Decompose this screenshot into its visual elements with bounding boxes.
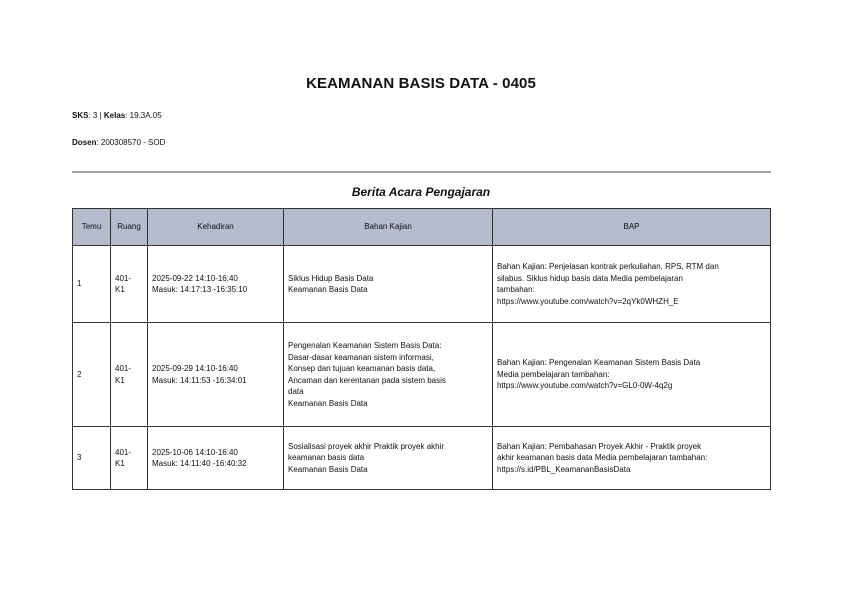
ruang-line: K1 <box>115 459 125 468</box>
document-title: KEAMANAN BASIS DATA - 0405 <box>306 75 536 92</box>
bahan-line: Konsep dan tujuan keamanan basis data, <box>288 364 436 373</box>
ruang-line: 401- <box>115 273 132 283</box>
cell-bap <box>493 427 771 490</box>
table-header-row <box>73 209 771 246</box>
bap-link[interactable]: https://www.youtube.com/watch?v=GL0-0W-4q2g <box>497 381 673 391</box>
kehadiran-line: Masuk: 14:17:13 -16:35:10 <box>152 285 248 294</box>
cell-temu: 1 <box>73 246 111 323</box>
kehadiran-line: 2025-09-22 14:10-16:40 <box>152 273 238 283</box>
kehadiran-line: 2025-10-06 14:10-16:40 <box>152 447 238 457</box>
bahan-line: Pengenalan Keamanan Sistem Basis Data: <box>288 341 442 350</box>
cell-ruang <box>111 323 148 427</box>
dosen-value: : 200308570 - SOD <box>96 138 166 147</box>
bap-table <box>72 208 771 490</box>
divider <box>72 171 771 173</box>
kehadiran-line: Masuk: 14:11:40 -16:40:32 <box>152 459 247 468</box>
header-bap: BAP <box>493 209 771 246</box>
kehadiran-line: Masuk: 14:11:53 -16:34:01 <box>152 375 247 385</box>
bap-link[interactable]: https://s.id/PBL_KeamananBasisData <box>497 464 631 474</box>
cell-kehadiran <box>148 323 284 427</box>
ruang-line: K1 <box>115 285 125 294</box>
bap-line: Bahan Kajian: Pembahasan Proyek Akhir - Praktik proyek <box>497 441 702 451</box>
bap-line: Bahan Kajian: Penjelasan kontrak perkuliahan, RPS, RTM dan <box>497 262 719 271</box>
cell-ruang <box>111 427 148 490</box>
table-row <box>73 246 771 323</box>
ruang-line: K1 <box>115 375 125 385</box>
bahan-line: Keamanan Basis Data <box>288 285 368 294</box>
table-row <box>73 323 771 427</box>
kehadiran-line: 2025-09-29 14:10-16:40 <box>152 364 238 373</box>
bahan-line: Ancaman dan kerentanan pada sistem basis <box>288 375 446 385</box>
cell-kehadiran <box>148 246 284 323</box>
dosen-line <box>72 138 165 147</box>
dosen-label: Dosen <box>72 138 97 147</box>
bap-line: Media pembelajaran tambahan: <box>497 369 610 379</box>
bap-line: tambahan: <box>497 285 535 294</box>
cell-bahan-kajian <box>284 323 493 427</box>
bap-line: silabus. Siklus hidup basis data Media pembelajaran <box>497 273 683 283</box>
bap-line: akhir keamanan basis data Media pembelajaran tambahan: <box>497 453 708 463</box>
cell-ruang <box>111 246 148 323</box>
sks-label: SKS <box>72 111 89 120</box>
bap-link[interactable]: https://www.youtube.com/watch?v=2qYk0WHZH_E <box>497 296 679 306</box>
kelas-value: : 19.3A.05 <box>125 111 162 120</box>
table-row <box>73 427 771 490</box>
cell-bahan-kajian <box>284 246 493 323</box>
ruang-line: 401- <box>115 447 132 457</box>
kelas-label: Kelas <box>103 111 126 120</box>
bahan-line: Dasar-dasar keamanan sistem informasi, <box>288 352 434 362</box>
header-temu: Temu <box>73 209 111 246</box>
cell-kehadiran <box>148 427 284 490</box>
cell-bap <box>493 246 771 323</box>
bahan-line: keamanan basis data <box>288 453 365 463</box>
header-ruang: Ruang <box>111 209 148 246</box>
header-kehadiran: Kehadiran <box>148 209 284 246</box>
cell-temu: 2 <box>73 323 111 427</box>
bahan-line: Keamanan Basis Data <box>288 464 368 474</box>
bahan-line: Keamanan Basis Data <box>288 398 368 408</box>
cell-temu: 3 <box>73 427 111 490</box>
bahan-line: Sosialisasi proyek akhir Praktik proyek akhir <box>288 441 445 451</box>
ruang-line: 401- <box>115 364 132 373</box>
bap-line: Bahan Kajian: Pengenalan Keamanan Sistem Basis Data <box>497 358 701 368</box>
header-bahan-kajian: Bahan Kajian <box>284 209 493 246</box>
bahan-line: data <box>288 387 304 396</box>
section-title: Berita Acara Pengajaran <box>351 185 491 199</box>
cell-bap <box>493 323 771 427</box>
bahan-line: Siklus Hidup Basis Data <box>288 273 374 283</box>
cell-bahan-kajian <box>284 427 493 490</box>
sks-kelas-line <box>72 111 162 120</box>
sks-value: : 3 | <box>88 111 104 120</box>
